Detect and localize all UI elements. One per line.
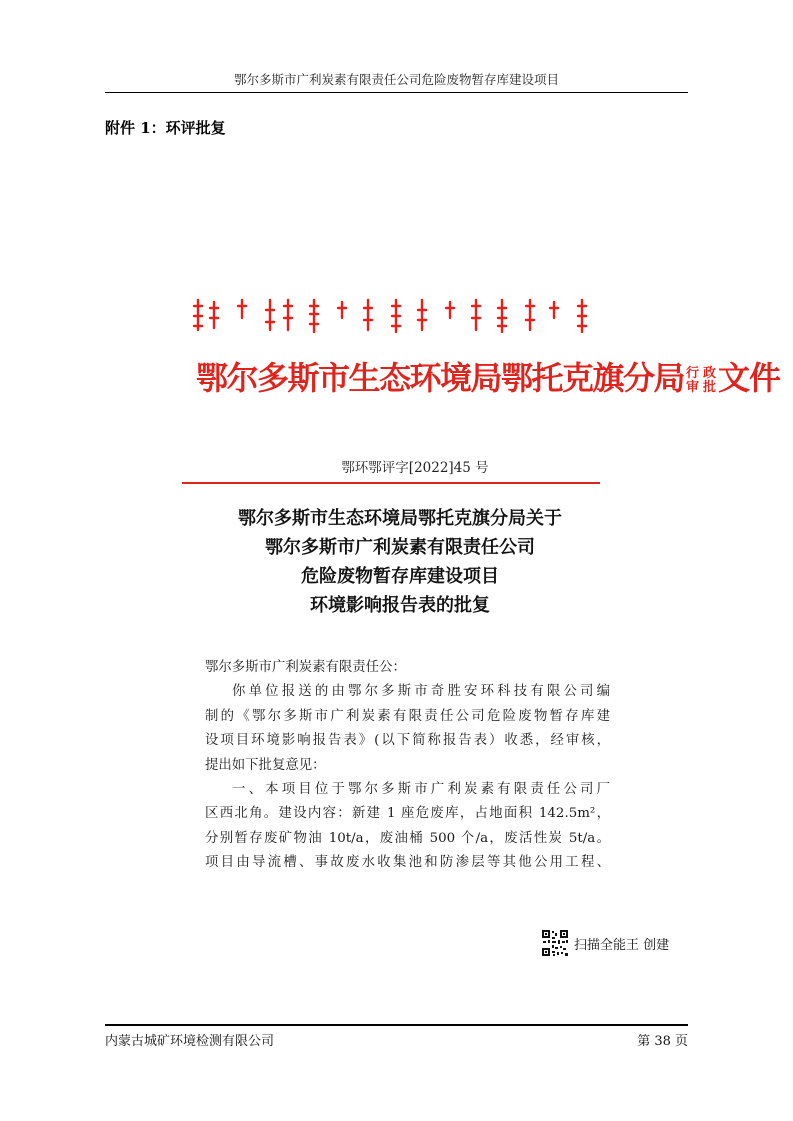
- mongolian-glyph-3: [238, 300, 246, 318]
- page-number: 第 38 页: [637, 1034, 688, 1049]
- body-line: 项目由导流槽、事故废水收集池和防渗层等其他公用工程、: [205, 855, 610, 871]
- mongolian-glyph-2: [210, 302, 218, 328]
- mongolian-glyph-16: [578, 300, 586, 332]
- body-line: 设项目环境影响报告表》(以下简称报告表）收悉，经审核，: [205, 733, 610, 749]
- body-line: 一、本项目位于鄂尔多斯市广利炭素有限责任公司厂: [232, 782, 610, 798]
- body-line: 鄂尔多斯市广利炭素有限责任公：: [205, 660, 406, 675]
- red-divider: [182, 482, 600, 484]
- document-title-line: 鄂尔多斯市广利炭素有限责任公司: [265, 537, 535, 558]
- red-header-title: [196, 356, 781, 400]
- body-line: 你单位报送的由鄂尔多斯市奇胜安环科技有限公司编: [232, 684, 610, 700]
- document-body: [205, 656, 610, 876]
- body-line: 制的《鄂尔多斯市广利炭素有限责任公司危险废物暂存库建: [205, 708, 610, 724]
- header-rule: [105, 92, 688, 93]
- red-title-stack-bottom-2: 批: [703, 379, 717, 395]
- section-title: 附件 1：环评批复: [105, 119, 226, 137]
- body-line: 区西北角。建设内容：新建 1 座危废库，占地面积 142.5m²，: [205, 806, 610, 822]
- mongolian-glyph-5: [284, 300, 292, 330]
- qr-code-icon: [541, 929, 569, 957]
- mongolian-glyph-15: [550, 302, 558, 318]
- document-title-line: 鄂尔多斯市生态环境局鄂托克旗分局关于: [238, 508, 562, 529]
- mongolian-glyph-4: [266, 300, 274, 330]
- red-title-stack-2: [703, 367, 716, 395]
- mongolian-glyph-13: [498, 300, 506, 332]
- document-title-line: 环境影响报告表的批复: [310, 595, 490, 616]
- camscanner-label: 扫描全能王 创建: [574, 938, 670, 953]
- body-line: 提出如下批复意见：: [205, 757, 326, 773]
- red-title-stack-top-2: 政: [703, 365, 717, 381]
- document-number: 鄂环鄂评字[2022]45 号: [341, 460, 489, 476]
- red-title-stack-top: 行: [686, 365, 700, 381]
- mongolian-glyph-1: [194, 300, 202, 330]
- mongolian-glyph-11: [446, 302, 454, 318]
- document-title: [190, 504, 610, 620]
- red-title-main: 鄂尔多斯市生态环境局鄂托克旗分局: [196, 359, 685, 397]
- mongolian-glyph-10: [418, 300, 426, 330]
- red-title-suffix: 文件: [718, 359, 781, 397]
- mongolian-script-line: [192, 296, 597, 336]
- footer-company: 内蒙古城矿环境检测有限公司: [105, 1034, 275, 1049]
- mongolian-glyph-9: [392, 300, 400, 332]
- red-title-stack-bottom: 审: [686, 379, 700, 395]
- mongolian-glyph-12: [472, 300, 480, 330]
- body-line: 分别暂存废矿物油 10t/a，废油桶 500 个/a，废活性炭 5t/a。: [205, 830, 610, 846]
- footer-rule: [105, 1024, 688, 1026]
- mongolian-glyph-8: [364, 300, 372, 330]
- page-header: 鄂尔多斯市广利炭素有限责任公司危险废物暂存库建设项目: [233, 72, 559, 87]
- red-title-stack-1: [686, 367, 699, 395]
- mongolian-glyph-7: [338, 302, 346, 318]
- mongolian-glyph-14: [526, 300, 534, 330]
- mongolian-glyph-6: [310, 300, 318, 332]
- document-title-line: 危险废物暂存库建设项目: [301, 566, 499, 587]
